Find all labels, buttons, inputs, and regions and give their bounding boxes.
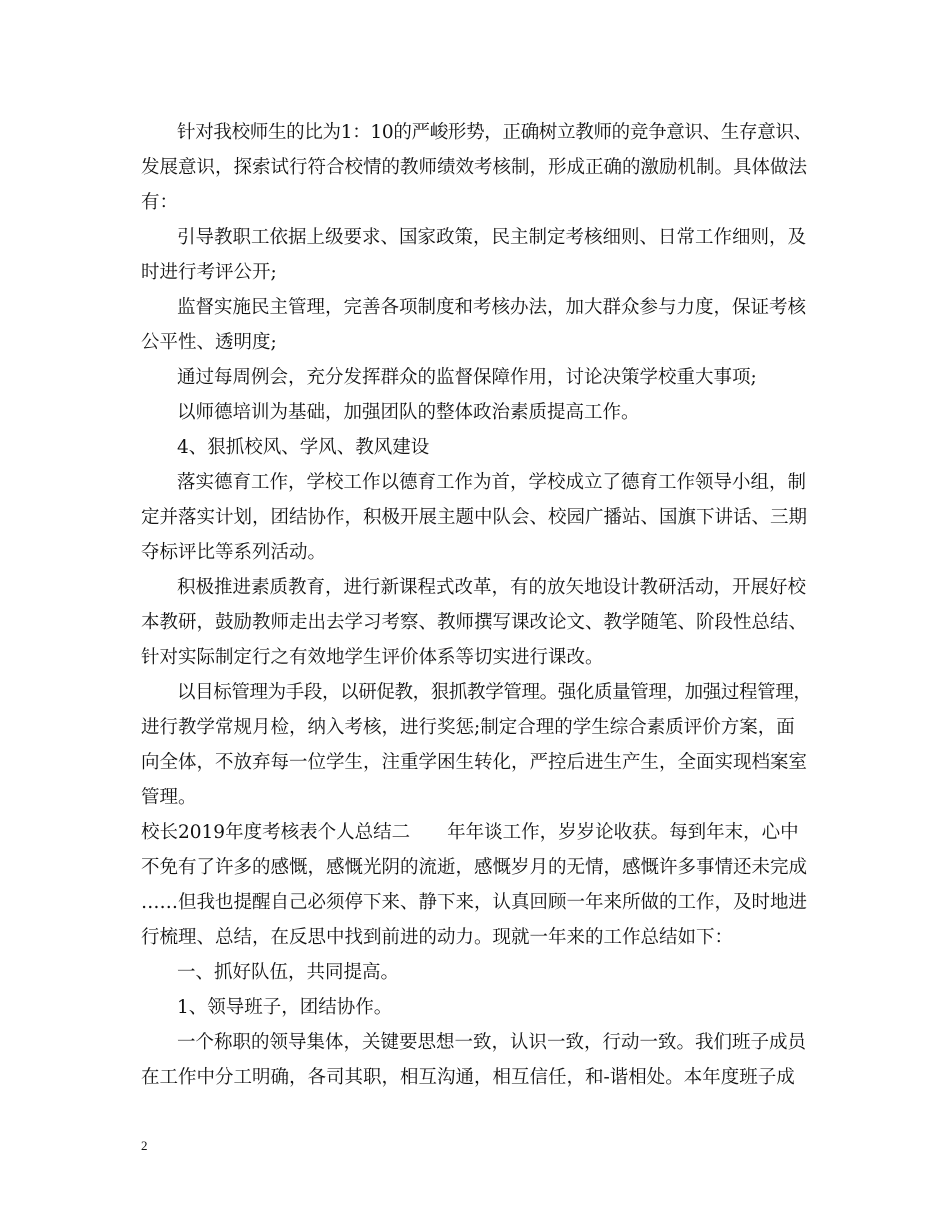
text-line: ……但我也提醒自己必须停下来、静下来，认真回顾一年来所做的工作，及时地进 [141, 892, 808, 913]
text-line: 时进行考评公开; [141, 262, 277, 283]
text-line: 管理。 [141, 787, 197, 808]
text-line: 监督实施民主管理，完善各项制度和考核办法，加大群众参与力度，保证考核 [177, 297, 807, 318]
section-heading: 4、狠抓校风、学风、教风建设 [177, 437, 430, 458]
text-line: 进行教学常规月检，纳入考核，进行奖惩;制定合理的学生综合素质评价方案，面 [141, 717, 795, 738]
text-line: 行梳理、总结，在反思中找到前进的动力。现就一年来的工作总结如下： [141, 927, 734, 948]
text-line: 针对实际制定行之有效地学生评价体系等切实进行课改。 [141, 647, 604, 668]
text-line: 有： [141, 192, 179, 213]
text-line: 夺标评比等系列活动。 [141, 542, 327, 563]
text-line: 以师德培训为基础，加强团队的整体政治素质提高工作。 [177, 402, 640, 423]
text-line: 校长2019年度考核表个人总结二 年年谈工作，岁岁论收获。每到年末，心中 [141, 822, 799, 843]
text-line: 不免有了许多的感慨，感慨光阴的流逝，感慨岁月的无情，感慨许多事情还未完成 [141, 857, 808, 878]
text-line: 落实德育工作，学校工作以德育工作为首，学校成立了德育工作领导小组，制 [177, 472, 807, 493]
text-line: 发展意识，探索试行符合校情的教师绩效考核制，形成正确的激励机制。具体做法 [141, 157, 808, 178]
page-number: 2 [141, 1138, 148, 1153]
text-line: 积极推进素质教育，进行新课程式改革，有的放矢地设计教研活动，开展好校 [177, 577, 807, 598]
text-line: 向全体，不放弃每一位学生，注重学困生转化，严控后进生产生，全面实现档案室 [141, 752, 808, 773]
text-line: 以目标管理为手段，以研促教，狠抓教学管理。强化质量管理，加强过程管理， [177, 682, 812, 703]
text-line: 定并落实计划，团结协作，积极开展主题中队会、校园广播站、国旗下讲话、三期 [141, 507, 808, 528]
text-line: 在工作中分工明确，各司其职，相互沟通，相互信任，和-谐相处。本年度班子成 [141, 1067, 795, 1088]
text-line: 针对我校师生的比为1：10的严峻形势，正确树立教师的竞争意识、生存意识、 [177, 122, 812, 143]
section-heading: 一、抓好队伍，共同提高。 [177, 962, 400, 983]
text-line: 本教研，鼓励教师走出去学习考察、教师撰写课改论文、教学随笔、阶段性总结、 [141, 612, 808, 633]
text-line: 引导教职工依据上级要求、国家政策，民主制定考核细则、日常工作细则，及 [177, 227, 807, 248]
text-line: 通过每周例会，充分发挥群众的监督保障作用，讨论决策学校重大事项; [177, 367, 757, 388]
section-heading: 1、领导班子，团结协作。 [177, 997, 393, 1018]
text-line: 一个称职的领导集体，关键要思想一致，认识一致，行动一致。我们班子成员 [177, 1032, 807, 1053]
text-line: 公平性、透明度; [141, 332, 277, 353]
